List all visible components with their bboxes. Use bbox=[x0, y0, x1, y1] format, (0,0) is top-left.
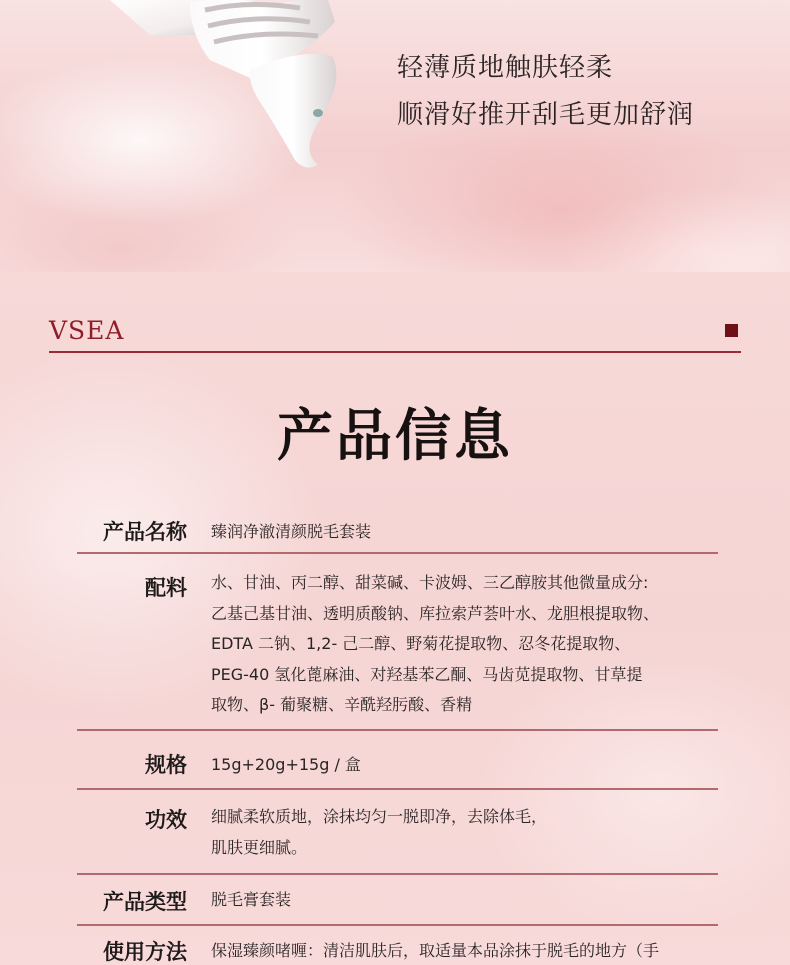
row-label: 规格 bbox=[145, 753, 187, 777]
row-divider bbox=[77, 924, 718, 926]
row-divider bbox=[77, 788, 718, 790]
product-tube-image bbox=[0, 0, 360, 200]
row-value-line: 乙基己基甘油、透明质酸钠、库拉索芦荟叶水、龙胆根提取物、 bbox=[211, 603, 660, 623]
row-value: 臻润净澈清颜脱毛套装 bbox=[211, 522, 372, 541]
brand-divider bbox=[49, 351, 741, 353]
row-value-line: 肌肤更细腻。 bbox=[211, 837, 308, 857]
section-title: 产品信息 bbox=[277, 404, 513, 469]
hero-tagline-1: 轻薄质地触肤轻柔 bbox=[397, 53, 614, 83]
row-label: 功效 bbox=[145, 808, 187, 832]
hero-banner bbox=[0, 0, 790, 272]
row-value-line: 保湿臻颜啫喱：清洁肌肤后，取适量本品涂抹于脱毛的地方（手 bbox=[211, 941, 660, 960]
row-label: 使用方法 bbox=[103, 940, 187, 964]
row-value-line: 取物、β- 葡聚糖、辛酰羟肟酸、香精 bbox=[211, 695, 473, 714]
row-value-line: EDTA 二钠、1,2- 己二醇、野菊花提取物、忍冬花提取物、 bbox=[211, 634, 631, 653]
row-value-line: PEG-40 氢化蓖麻油、对羟基苯乙酮、马齿苋提取物、甘草提 bbox=[211, 664, 643, 684]
hero-tagline-2: 顺滑好推开刮毛更加舒润 bbox=[397, 100, 695, 130]
row-label: 配料 bbox=[145, 576, 187, 600]
row-label: 产品名称 bbox=[103, 520, 187, 544]
row-value: 脱毛膏套装 bbox=[211, 890, 292, 909]
row-divider bbox=[77, 729, 718, 731]
row-divider bbox=[77, 552, 718, 554]
row-value: 15g+20g+15g / 盒 bbox=[211, 755, 361, 774]
row-value-line: 水、甘油、丙二醇、甜菜碱、卡波姆、三乙醇胺其他微量成分: bbox=[211, 573, 649, 592]
brand-square-mark bbox=[725, 324, 738, 337]
row-divider bbox=[77, 873, 718, 875]
brand-logo: VSEA bbox=[49, 316, 125, 345]
row-value-line: 细腻柔软质地，涂抹均匀一脱即净，去除体毛， bbox=[211, 807, 548, 826]
row-label: 产品类型 bbox=[103, 890, 187, 914]
product-info-section bbox=[0, 272, 790, 965]
